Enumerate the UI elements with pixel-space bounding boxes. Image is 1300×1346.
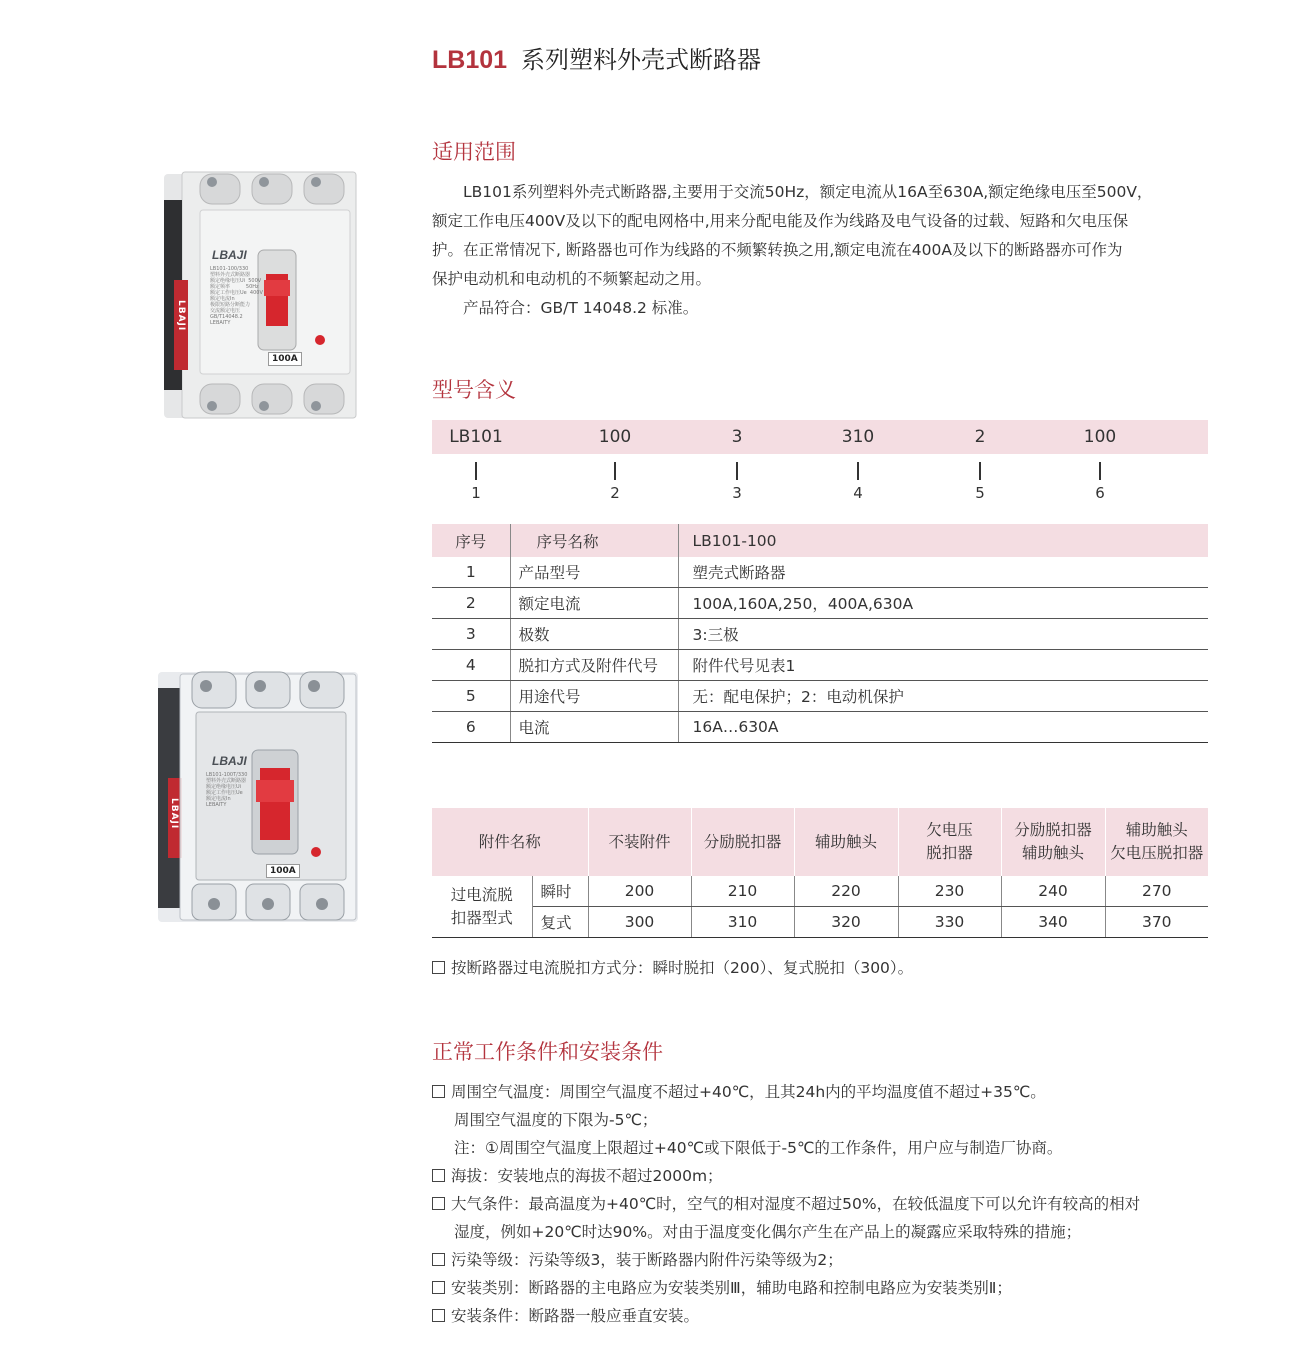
release-type-line: 扣器型式 [450, 908, 513, 927]
release-note [432, 956, 913, 978]
cell-value: 340 [1001, 907, 1105, 938]
cell-value: 200 [588, 876, 691, 907]
header-line: 分励脱扣器 [703, 832, 782, 851]
rating-tag: 100A [268, 352, 302, 366]
header-cell: 附件名称 [432, 808, 588, 876]
scope-paragraph [432, 178, 1232, 323]
code-index: 2 [610, 484, 620, 502]
header-line: 辅助触头 [814, 832, 877, 851]
code-index: 3 [732, 484, 742, 502]
title-model: LB101 [432, 46, 508, 74]
cell-value: 无：配电保护；2：电动机保护 [678, 681, 1208, 712]
code-index: 4 [853, 484, 863, 502]
header-line: 辅助触头 [1021, 844, 1084, 862]
brand-logo: LBAJI [212, 754, 247, 768]
product-image-standard [160, 170, 360, 420]
condition-item [432, 1302, 1252, 1330]
cell-value: 330 [898, 907, 1001, 938]
scope-line-1: LB101系列塑料外壳式断路器,主要用于交流50Hz，额定电流从16A至630A,额定绝缘电压至500V， [463, 183, 1153, 201]
table-row [432, 681, 1208, 712]
table-header-row [432, 808, 1208, 876]
breaker-transparent-illustration [156, 668, 360, 926]
condition-item [432, 1246, 1252, 1274]
model-meaning-table [432, 524, 1208, 743]
table-row [432, 907, 1208, 938]
cell-value: 100A,160A,250，400A,630A [678, 588, 1208, 619]
cell-value: 210 [691, 876, 794, 907]
row-label: 复式 [532, 907, 588, 938]
table-row [432, 588, 1208, 619]
table-row [432, 557, 1208, 588]
checkbox-square-icon [432, 1309, 445, 1322]
conditions-heading: 正常工作条件和安装条件 [432, 1040, 663, 1064]
header-cell [1105, 808, 1208, 876]
checkbox-square-icon [432, 1253, 445, 1266]
code-index: 5 [975, 484, 985, 502]
checkbox-square-icon [432, 1085, 445, 1098]
row-label: 瞬时 [532, 876, 588, 907]
release-type-label [432, 876, 532, 938]
cell-value: 塑壳式断路器 [678, 557, 1208, 588]
table-row [432, 876, 1208, 907]
header-line: 不装附件 [608, 832, 671, 851]
table-row [432, 619, 1208, 650]
cell-value: 320 [794, 907, 898, 938]
cell-index: 4 [432, 650, 510, 681]
code-segment: 100 [1083, 427, 1117, 447]
cell-value: 220 [794, 876, 898, 907]
condition-item [432, 1274, 1252, 1302]
cell-value: 16A…630A [678, 712, 1208, 743]
cell-index: 6 [432, 712, 510, 743]
cell-value: 310 [691, 907, 794, 938]
code-pointer [475, 462, 477, 480]
checkbox-square-icon [432, 1281, 445, 1294]
code-segment: 100 [598, 427, 632, 447]
condition-item [432, 1190, 1252, 1218]
brand-logo: LBAJI [212, 248, 247, 262]
condition-text: 注：①周围空气温度上限超过+40℃或下限低于-5℃的工作条件，用户应与制造厂协商。 [454, 1139, 1063, 1157]
condition-item [432, 1134, 1252, 1162]
cell-name: 脱扣方式及附件代号 [510, 650, 678, 681]
header-cell: 序号 [432, 524, 510, 557]
condition-text: 湿度，例如+20℃时达90%。对由于温度变化偶尔产生在产品上的凝露应采取特殊的措施； [454, 1223, 1082, 1241]
scope-line-3: 护。在正常情况下, 断路器也可作为线路的不频繁转换之用,额定电流在400A及以下的断路器亦可作为 [432, 241, 1123, 259]
cell-value: 370 [1105, 907, 1208, 938]
condition-text: 周围空气温度：周围空气温度不超过+40℃，且其24h内的平均温度值不超过+35℃。 [451, 1083, 1046, 1101]
condition-item [432, 1078, 1252, 1106]
title-text: 系列塑料外壳式断路器 [521, 46, 762, 74]
table-row [432, 650, 1208, 681]
condition-item [432, 1218, 1252, 1246]
code-segment: 2 [974, 427, 986, 447]
header-cell [1001, 808, 1105, 876]
side-brand-label: LBAJI [169, 798, 179, 830]
code-segment: 3 [731, 427, 743, 447]
rating-tag: 100A [266, 864, 300, 878]
header-cell [691, 808, 794, 876]
checkbox-square-icon [432, 961, 445, 974]
code-segment: 310 [841, 427, 875, 447]
condition-text: 安装类别：断路器的主电路应为安装类别Ⅲ，辅助电路和控制电路应为安装类别Ⅱ； [451, 1279, 1012, 1297]
cell-value: 附件代号见表1 [678, 650, 1208, 681]
accessory-code-table [432, 808, 1208, 938]
cell-value: 3:三极 [678, 619, 1208, 650]
header-line: 辅助触头 [1125, 821, 1188, 839]
cell-index: 1 [432, 557, 510, 588]
code-index: 6 [1095, 484, 1105, 502]
header-line: 脱扣器 [926, 844, 973, 862]
model-meaning-heading: 型号含义 [432, 378, 516, 402]
cell-index: 5 [432, 681, 510, 712]
header-cell [794, 808, 898, 876]
scope-heading: 适用范围 [432, 140, 516, 164]
header-cell: LB101-100 [678, 524, 1208, 557]
code-pointer [1099, 462, 1101, 480]
cell-value: 230 [898, 876, 1001, 907]
table-row [432, 712, 1208, 743]
cell-index: 2 [432, 588, 510, 619]
table-header-row [432, 524, 1208, 557]
cell-name: 额定电流 [510, 588, 678, 619]
rating-plate-text: LB101-100/330 塑料外壳式断路器 额定绝缘电压Ui 500V 额定频率 50Hz 额定工作电压Ue 400V 额定电流In 极限短路分断能力 交流额定电压 GB/T14048.2 LEBAITY [210, 266, 263, 326]
code-pointer [736, 462, 738, 480]
rating-plate-text: LB101-100T/330 塑料外壳式断路器 额定绝缘电压Ui 额定工作电压Ue 额定电流In LEBAITY [206, 772, 248, 808]
standard-line: 产品符合：GB/T 14048.2 标准。 [463, 299, 699, 317]
page-title [432, 40, 761, 75]
cell-name: 用途代号 [510, 681, 678, 712]
condition-item [432, 1162, 1252, 1190]
model-code-band [432, 420, 1208, 454]
code-index: 1 [471, 484, 481, 502]
cell-name: 产品型号 [510, 557, 678, 588]
product-image-transparent [156, 668, 360, 926]
cell-value: 300 [588, 907, 691, 938]
header-cell: 序号名称 [510, 524, 678, 557]
checkbox-square-icon [432, 1169, 445, 1182]
header-cell [898, 808, 1001, 876]
release-type-line: 过电流脱 [450, 885, 513, 904]
cell-value: 240 [1001, 876, 1105, 907]
header-cell [588, 808, 691, 876]
conditions-list [432, 1078, 1252, 1330]
condition-text: 周围空气温度的下限为-5℃； [454, 1111, 658, 1129]
release-note-text: 按断路器过电流脱扣方式分：瞬时脱扣（200）、复式脱扣（300）。 [451, 959, 914, 977]
header-line: 欠电压 [926, 821, 973, 839]
cell-name: 电流 [510, 712, 678, 743]
condition-text: 大气条件：最高温度为+40℃时，空气的相对湿度不超过50%，在较低温度下可以允许有较高的相对 [451, 1195, 1141, 1213]
cell-name: 极数 [510, 619, 678, 650]
side-brand-label: LBAJI [176, 300, 186, 332]
scope-line-2: 额定工作电压400V及以下的配电网格中,用来分配电能及作为线路及电气设备的过载、短路和欠电压保 [432, 212, 1129, 230]
header-line: 欠电压脱扣器 [1110, 844, 1204, 862]
scope-line-4: 保护电动机和电动机的不频繁起动之用。 [432, 270, 712, 288]
header-line: 分励脱扣器 [1014, 821, 1092, 839]
code-segment: LB101 [449, 427, 503, 447]
condition-text: 污染等级：污染等级3，装于断路器内附件污染等级为2； [451, 1251, 843, 1269]
cell-value: 270 [1105, 876, 1208, 907]
code-pointer [979, 462, 981, 480]
cell-index: 3 [432, 619, 510, 650]
code-pointer [857, 462, 859, 480]
condition-text: 安装条件：断路器一般应垂直安装。 [451, 1307, 700, 1325]
condition-item [432, 1106, 1252, 1134]
condition-text: 海拔：安装地点的海拔不超过2000m； [451, 1167, 723, 1185]
code-pointer [614, 462, 616, 480]
checkbox-square-icon [432, 1197, 445, 1210]
